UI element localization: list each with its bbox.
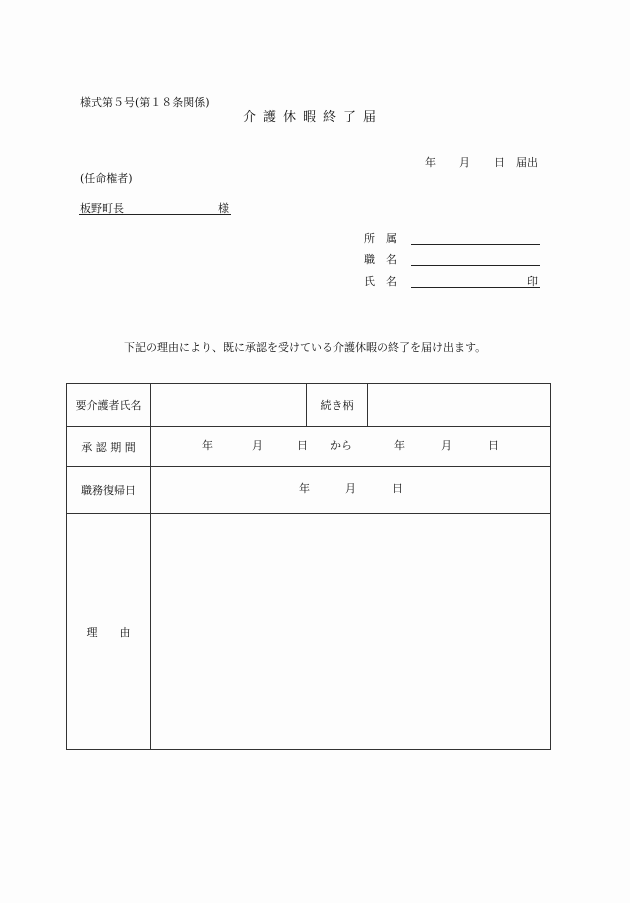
period-to-day: 日 (488, 438, 499, 452)
period-from-text: から (330, 438, 352, 452)
return-date-field[interactable] (151, 467, 551, 514)
period-from-month: 月 (252, 438, 263, 452)
statement-text: 下記の理由により、既に承認を受けている介護休暇の終了を届け出ます。 (124, 341, 487, 354)
care-recipient-label: 要介護者氏名 (67, 384, 151, 427)
recipient-underline (79, 214, 231, 215)
approval-period-row (67, 427, 551, 467)
date-day-label: 日 (494, 156, 505, 169)
submitted-label: 届出 (516, 156, 538, 169)
relationship-field[interactable] (368, 384, 551, 427)
reason-label: 理 由 (67, 514, 151, 750)
appointing-authority-label: (任命権者) (80, 172, 133, 185)
seal-mark: 印 (527, 275, 538, 288)
reason-field[interactable] (151, 514, 551, 750)
position-label: 職 名 (364, 253, 397, 266)
period-from-day: 日 (297, 438, 308, 452)
period-to-year: 年 (394, 438, 405, 452)
form-number: 様式第５号(第１８条関係) (80, 96, 210, 109)
return-date-row (67, 467, 551, 514)
care-recipient-name-field[interactable] (151, 384, 307, 427)
relationship-label: 続き柄 (307, 384, 368, 427)
care-leave-end-table (66, 383, 551, 750)
recipient-name: 板野町長 (80, 202, 124, 215)
position-field[interactable] (411, 265, 540, 266)
return-month: 月 (345, 482, 356, 495)
return-year: 年 (299, 482, 310, 495)
return-day: 日 (392, 482, 403, 495)
return-date-label: 職務復帰日 (67, 467, 151, 514)
affiliation-field[interactable] (411, 244, 540, 245)
reason-row (67, 514, 551, 750)
date-month-label: 月 (459, 156, 470, 169)
page-title: 介護休暇終了届 (243, 110, 384, 125)
name-label: 氏 名 (364, 275, 397, 288)
recipient-honorific: 様 (218, 202, 229, 215)
approval-period-field[interactable] (151, 427, 551, 467)
approval-period-label: 承 認 期 間 (67, 427, 151, 467)
care-recipient-row (67, 384, 551, 427)
name-field[interactable] (411, 287, 540, 288)
period-from-year: 年 (202, 438, 213, 452)
date-year-label: 年 (425, 156, 436, 169)
period-to-month: 月 (441, 438, 452, 452)
affiliation-label: 所 属 (364, 232, 397, 245)
